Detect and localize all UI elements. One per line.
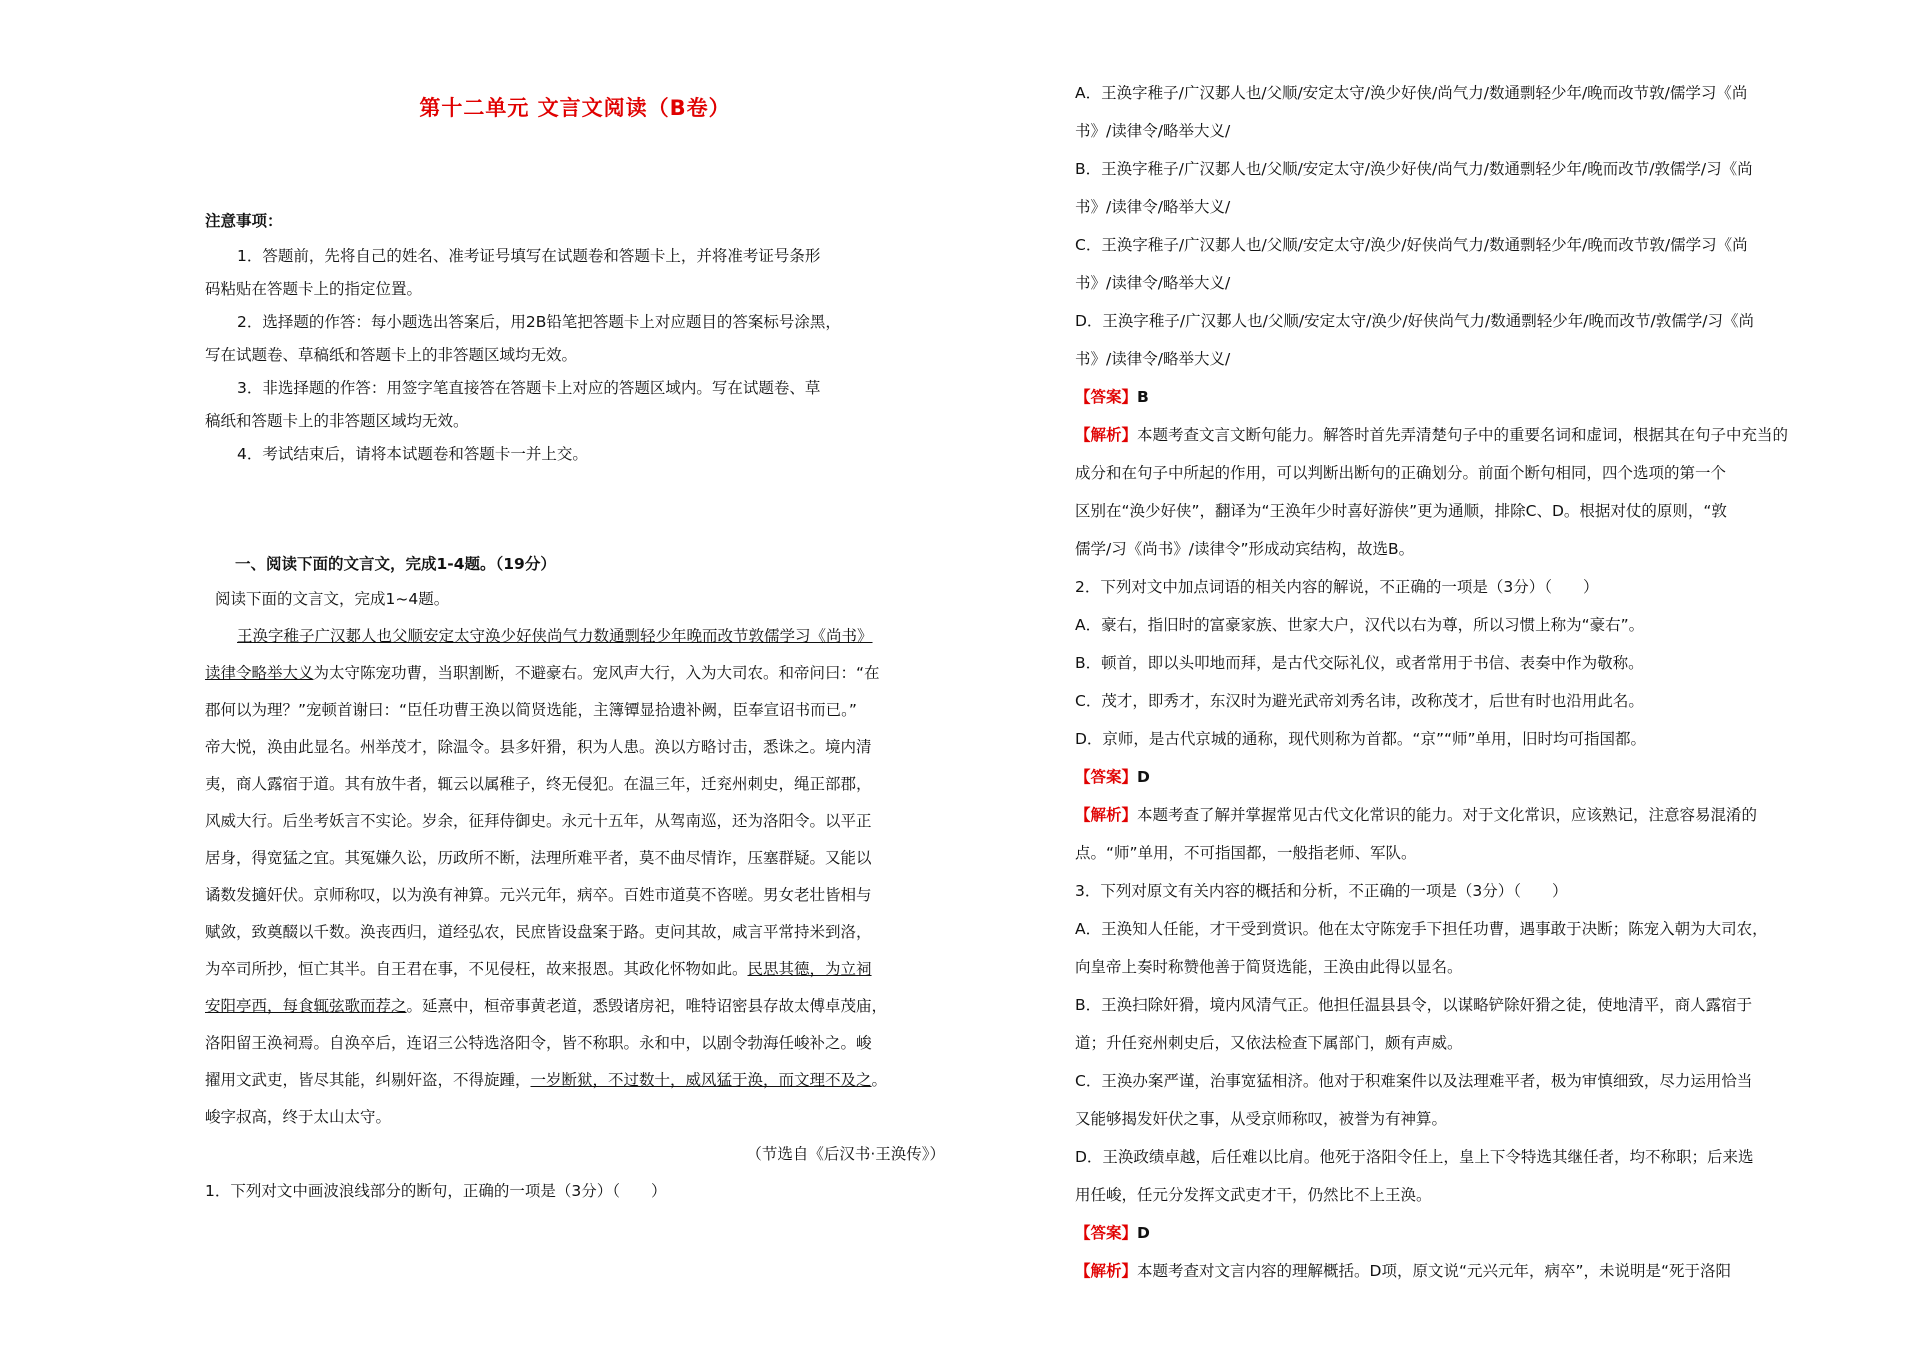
answer-label: 【答案】 — [1075, 1224, 1138, 1242]
question-3: 3．下列对原文有关内容的概括和分析，不正确的一项是（3分）（ ） — [1075, 882, 1568, 900]
underlined-text: 安阳亭西，每食辄弦歌而荐之 — [205, 997, 407, 1015]
option-line: D．王涣政绩卓越，后任难以比肩。他死于洛阳令任上，皇上下令特选其继任者，均不称职；后来选 — [1075, 1148, 1754, 1166]
analysis-text: 本题考查对文言内容的理解概括。D项，原文说“元兴元年，病卒”，未说明是“死于洛阳 — [1137, 1262, 1732, 1280]
note-line: 写在试题卷、草稿纸和答题卡上的非答题区域均无效。 — [205, 346, 578, 364]
answer-label: 【答案】 — [1075, 768, 1138, 786]
passage-line: 谲数发擿奸伏。京师称叹，以为涣有神算。元兴元年，病卒。百姓市道莫不咨嗟。男女老壮皆相与 — [205, 886, 872, 904]
wavy-underlined-text: 读律令略举大义 — [205, 664, 314, 682]
option-line: D．王涣字稚子/广汉郪人也/父顺/安定太守/涣少/好侠尚气力/数通剽轻少年/晚而改节/敦儒学/习《尚 — [1075, 312, 1754, 330]
passage-line: 峻字叔高，终于太山太守。 — [205, 1108, 392, 1126]
option-line: A．王涣字稚子/广汉郪人也/父顺/安定太守/涣少好侠/尚气力/数通剽轻少年/晚而改节敦/儒学习《尚 — [1075, 84, 1748, 102]
note-line: 3．非选择题的作答：用签字笔直接答在答题卡上对应的答题区域内。写在试题卷、草 — [237, 379, 821, 397]
analysis-line: 区别在“涣少好侠”，翻译为“王涣年少时喜好游侠”更为通顺，排除C、D。根据对仗的原则，“敦 — [1075, 502, 1727, 520]
option-line: 向皇帝上奏时称赞他善于简贤选能，王涣由此得以显名。 — [1075, 958, 1463, 976]
notes-title: 注意事项： — [205, 212, 283, 230]
option-line: 道；升任兖州刺史后，又依法检查下属部门，颇有声威。 — [1075, 1034, 1463, 1052]
analysis-label: 【解析】 — [1075, 806, 1138, 824]
passage-line: 郡何以为理？”宠顿首谢曰：“臣任功曹王涣以简贤选能，主簿镡显拾遗补阙，臣奉宣诏书而已。” — [205, 701, 857, 719]
answers-block — [1075, 82, 1815, 1298]
answer-line — [1075, 766, 1815, 788]
question-2: 2．下列对文中加点词语的相关内容的解说，不正确的一项是（3分）（ ） — [1075, 578, 1599, 596]
answer-value: D — [1137, 768, 1150, 786]
section-heading: 一、阅读下面的文言文，完成1-4题。（19分） — [235, 555, 556, 573]
option-line: 书》/读律令/略举大义/ — [1075, 122, 1231, 140]
option-line: A．豪右，指旧时的富豪家族、世家大户，汉代以右为尊，所以习惯上称为“豪右”。 — [1075, 616, 1645, 634]
passage-text: 。延熹中，桓帝事黄老道，悉毁诸房祀，唯特诏密县存故太傅卓茂庙， — [406, 997, 888, 1015]
passage-line: 洛阳留王涣祠焉。自涣卒后，连诏三公特选洛阳令，皆不称职。永和中，以剧令勃海任峻补之。峻 — [205, 1034, 872, 1052]
option-line: C．茂才，即秀才，东汉时为避光武帝刘秀名讳，改称茂才，后世有时也沿用此名。 — [1075, 692, 1644, 710]
note-line: 稿纸和答题卡上的非答题区域均无效。 — [205, 412, 469, 430]
note-line: 码粘贴在答题卡上的指定位置。 — [205, 280, 423, 298]
option-line: A．王涣知人任能，才干受到赏识。他在太守陈宠手下担任功曹，遇事敢于决断；陈宠入朝为大司农， — [1075, 920, 1768, 938]
analysis-text: 本题考查了解并掌握常见古代文化常识的能力。对于文化常识，应该熟记，注意容易混淆的 — [1137, 806, 1758, 824]
underlined-text: 民思其德，为立祠 — [747, 960, 872, 978]
analysis-line: 成分和在句子中所起的作用，可以判断出断句的正确划分。前面个断句相同，四个选项的第一个 — [1075, 464, 1727, 482]
option-line: 书》/读律令/略举大义/ — [1075, 198, 1231, 216]
analysis-line: 儒学/习《尚书》/读律令”形成动宾结构，故选B。 — [1075, 540, 1415, 558]
passage-block — [205, 588, 945, 1217]
passage-line: 风威大行。后坐考妖言不实论。岁余，征拜侍御史。永元十五年，从驾南巡，还为洛阳令。以平正 — [205, 812, 872, 830]
option-line: D．京师，是古代京城的通称，现代则称为首都。“京”“师”单用，旧时均可指国都。 — [1075, 730, 1647, 748]
option-line: 又能够揭发奸伏之事，从受京师称叹，被誉为有神算。 — [1075, 1110, 1448, 1128]
passage-source: （节选自《后汉书·王涣传》） — [746, 1145, 945, 1163]
analysis-label: 【解析】 — [1075, 426, 1138, 444]
passage-line: 帝大悦，涣由此显名。州举茂才，除温令。县多奸猾，积为人患。涣以方略讨击，悉诛之。境内清 — [205, 738, 872, 756]
passage-line — [205, 1069, 945, 1091]
analysis-text: 本题考查文言文断句能力。解答时首先弄清楚句子中的重要名词和虚词，根据其在句子中充当的 — [1137, 426, 1789, 444]
note-line: 1．答题前，先将自己的姓名、准考证号填写在试题卷和答题卡上，并将准考证号条形 — [237, 247, 821, 265]
passage-text: 为卒司所抄，恒亡其半。自王君在事，不见侵枉，故来报恩。其政化怀物如此。 — [205, 960, 748, 978]
question-1: 1．下列对文中画波浪线部分的断句，正确的一项是（3分）（ ） — [205, 1182, 667, 1200]
option-line: 书》/读律令/略举大义/ — [1075, 274, 1231, 292]
passage-line — [205, 662, 945, 684]
passage-line — [205, 958, 945, 980]
option-line: 用任峻，任元分发挥文武吏才干，仍然比不上王涣。 — [1075, 1186, 1432, 1204]
option-line: C．王涣办案严谨，治事宽猛相济。他对于积难案件以及法理难平者，极为审慎细致，尽力运用恰当 — [1075, 1072, 1753, 1090]
answer-label: 【答案】 — [1075, 388, 1138, 406]
answer-line — [1075, 1222, 1815, 1244]
document-title: 第十二单元 文言文阅读（B卷） — [419, 96, 731, 120]
analysis-line — [1075, 1260, 1815, 1282]
passage-text: 为太守陈宠功曹，当职割断，不避豪右。宠风声大行，入为大司农。和帝问曰：“在 — [313, 664, 880, 682]
option-line: B．王涣扫除奸猾，境内风清气正。他担任温县县令，以谋略铲除奸猾之徒，使地清平，商人露宿于 — [1075, 996, 1753, 1014]
passage-line: 赋敛，致奠醊以千数。涣丧西归，道经弘农，民庶皆设盘案于路。吏问其故，咸言平常持米到洛， — [205, 923, 872, 941]
answer-value: D — [1137, 1224, 1150, 1242]
note-line: 2．选择题的作答：每小题选出答案后，用2B铅笔把答题卡上对应题目的答案标号涂黑， — [237, 313, 841, 331]
analysis-label: 【解析】 — [1075, 1262, 1138, 1280]
analysis-line — [1075, 424, 1815, 446]
analysis-line — [1075, 804, 1815, 826]
passage-text: 。 — [871, 1071, 888, 1089]
passage-line — [205, 995, 945, 1017]
answer-line — [1075, 386, 1815, 408]
option-line: B．王涣字稚子/广汉郪人也/父顺/安定太守/涣少好侠/尚气力/数通剽轻少年/晚而改节/敦儒学/习《尚 — [1075, 160, 1753, 178]
note-line: 4．考试结束后，请将本试题卷和答题卡一并上交。 — [237, 445, 588, 463]
option-line: B．顿首，即以头叩地而拜，是古代交际礼仪，或者常用于书信、表奏中作为敬称。 — [1075, 654, 1644, 672]
passage-line: 居身，得宽猛之宜。其冤嫌久讼，历政所不断，法理所难平者，莫不曲尽情诈，压塞群疑。又能以 — [205, 849, 872, 867]
answer-value: B — [1137, 388, 1149, 406]
option-line: 书》/读律令/略举大义/ — [1075, 350, 1231, 368]
passage-text: 擢用文武吏，皆尽其能，纠剔奸盗，不得旋踵， — [205, 1071, 531, 1089]
passage-line: 夷，商人露宿于道。其有放牛者，辄云以属稚子，终无侵犯。在温三年，迁兖州刺史，绳正部郡， — [205, 775, 872, 793]
passage-line — [205, 625, 945, 647]
wavy-underlined-text: 王涣字稚子广汉郪人也父顺安定太守涣少好侠尚气力数通剽轻少年晚而改节敦儒学习《尚书》 — [237, 627, 873, 645]
notes-block — [205, 210, 945, 476]
analysis-line: 点。“师”单用，不可指国都，一般指老师、军队。 — [1075, 844, 1417, 862]
underlined-text: 一岁断狱，不过数十，威风猛于涣，而文理不及之 — [530, 1071, 872, 1089]
option-line: C．王涣字稚子/广汉郪人也/父顺/安定太守/涣少/好侠尚气力/数通剽轻少年/晚而改节敦/儒学习《尚 — [1075, 236, 1748, 254]
passage-instruction: 阅读下面的文言文，完成1~4题。 — [215, 590, 450, 608]
